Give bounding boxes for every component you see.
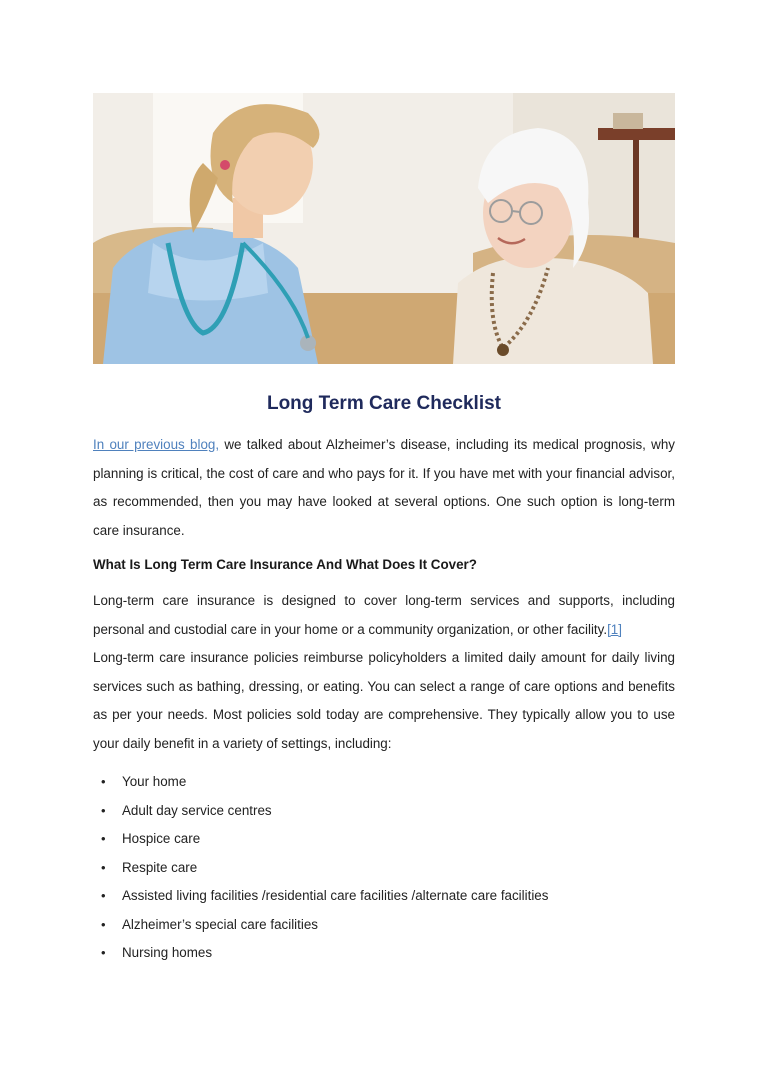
document-title: Long Term Care Checklist (266, 393, 502, 414)
footnote-ref-link[interactable]: [1] (607, 621, 622, 637)
list-item (93, 825, 675, 854)
bullet-icon: • (101, 888, 106, 903)
bullet-icon: • (101, 774, 106, 789)
coverage-paragraph (93, 587, 675, 758)
intro-paragraph (93, 431, 675, 545)
intro-text: we talked about Alzheimer’s disease, including its medical prognosis, why planning is critical, the cost of care and who pays for it. If you have met with your financial advisor, as recommended, then you may have looked at several options. One such option is long-term care insurance. (93, 437, 675, 538)
section-heading: What Is Long Term Care Insurance And What Does It Cover? (93, 557, 477, 572)
bullet-icon: • (101, 916, 106, 932)
coverage-text: Long-term care insurance is designed to cover long-term services and supports, including personal and custodial care in your home or a community organization, or other facility. (93, 593, 675, 637)
list-item-text: Assisted living facilities /residential care facilities /alternate care facilities (122, 888, 549, 903)
previous-blog-link[interactable]: In our previous blog, (93, 437, 220, 452)
bullet-icon: • (101, 802, 106, 818)
list-item-text: Respite care (122, 859, 198, 875)
bullet-icon: • (101, 945, 106, 960)
hero-illustration (93, 93, 675, 364)
reimburse-text: Long-term care insurance policies reimburse policyholders a limited daily amount for daily living services such as bathing, dressing, or eating. You can select a range of care options and benefits as per your needs. Most policies sold today are comprehensive. They typically allow you to use your daily benefit in a variety of settings, including: (93, 650, 675, 751)
care-settings-list (93, 768, 675, 968)
list-item (93, 939, 675, 968)
list-item-text: Alzheimer’s special care facilities (122, 916, 318, 932)
list-item-text: Adult day service centres (122, 802, 272, 818)
list-item (93, 911, 675, 940)
list-item (93, 854, 675, 883)
document-page (93, 93, 675, 968)
bullet-icon: • (101, 859, 106, 875)
list-item-text: Hospice care (122, 831, 201, 846)
list-item (93, 797, 675, 826)
hero-image (93, 93, 675, 364)
bullet-icon: • (101, 831, 106, 846)
list-item (93, 882, 675, 911)
list-item-text: Nursing homes (122, 945, 213, 960)
list-item (93, 768, 675, 797)
list-item-text: Your home (122, 774, 187, 789)
